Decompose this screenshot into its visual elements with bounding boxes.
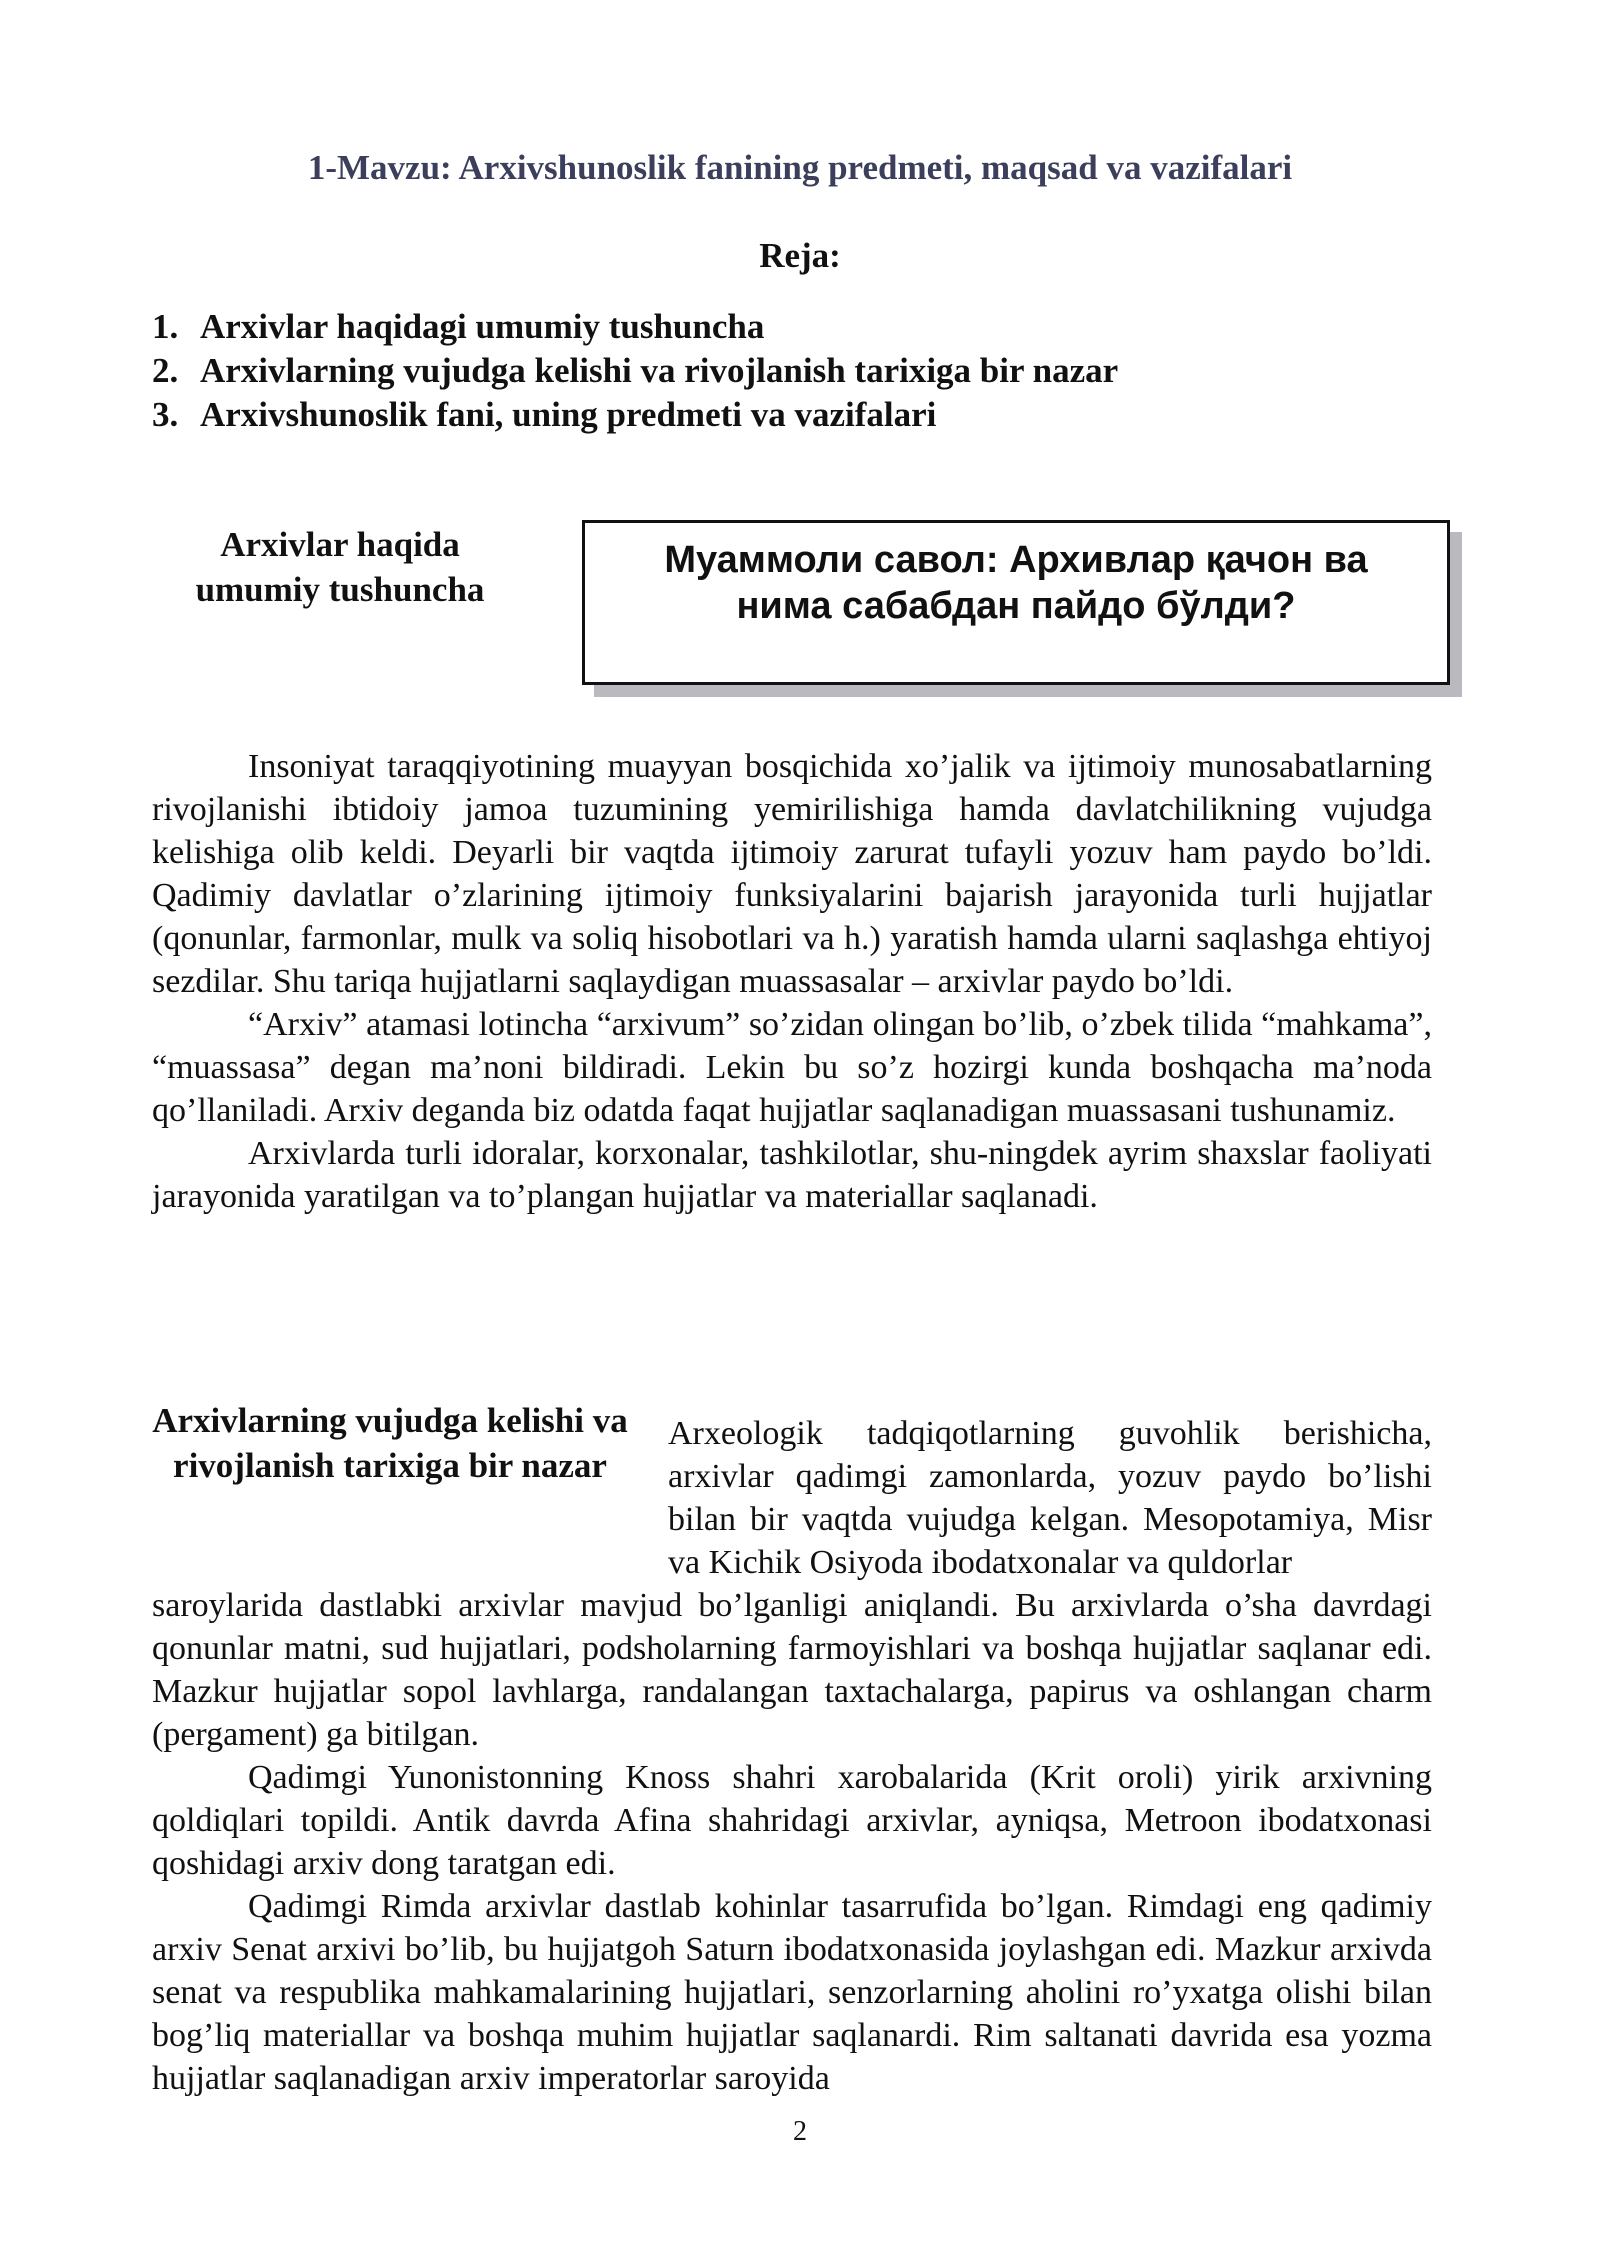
page-number: 2 — [793, 2116, 807, 2147]
plan-item-number: 2. — [152, 351, 179, 390]
problem-question-box — [582, 520, 1450, 685]
plan-item-text: Arxivshunoslik fani, uning predmeti va vazifalari — [200, 395, 937, 434]
paragraph: Insoniyat taraqqiyotining muayyan bosqichida xo’jalik va ijtimoiy munosabatlarning rivojlanishi ibtidoiy jamoa tuzumining yemirilishiga hamda davlatchilikning vujudga kelishiga olib keldi. Deyarli bir vaqtda ijtimoiy zarurat tufayli yozuv ham paydo bo’ldi. Qadimiy davlatlar o’zlarining ijtimoiy funksiyalarini bajarish jarayonida turli hujjatlar (qonunlar, farmonlar, mulk va soliq hisobotlari va h.) yaratish hamda ularni saqlashga ehtiyoj sezdilar. Shu tariqa hujjatlarni saqlaydigan muassasalar – arxivlar paydo bo’ldi. — [152, 748, 1432, 1000]
paragraph: Arxivlarda turli idoralar, korxonalar, tashkilotlar, shu-ningdek ayrim shaxslar faoliyati jarayonida yaratilgan va to’plangan hujjatlar va materiallar saqlanadi. — [152, 1135, 1432, 1215]
plan-item — [152, 393, 1118, 437]
section-2-body — [152, 1584, 1432, 2100]
plan-item — [152, 349, 1118, 393]
plan-item-number: 1. — [152, 307, 179, 346]
plan-item-text: Arxivlarning vujudga kelishi va rivojlanish tarixiga bir nazar — [200, 351, 1119, 390]
paragraph: Qadimgi Yunonistonning Knoss shahri xarobalarida (Krit oroli) yirik arxivning qoldiqlari topildi. Antik davrda Afina shahridagi arxivlar, ayniqsa, Metroon ibodatxonasi qoshidagi arxiv dong taratgan edi. — [152, 1759, 1432, 1882]
section-1-heading: Arxivlar haqida umumiy tushuncha — [195, 525, 485, 609]
problem-question-text: Муаммоли савол: Архивлар қачон ва нима сабабдан пайдо бўлди? — [664, 539, 1368, 627]
section-2-heading: Arxivlarning vujudga kelishi va rivojlanish tarixiga bir nazar — [152, 1401, 628, 1485]
section-2-intro-paragraph: Arxeologik tadqiqotlarning guvohlik berishicha, arxivlar qadimgi zamonlarda, yozuv paydo bo’lishi bilan bir vaqtda vujudga kelgan. Mesopotamiya, Misr va Kichik Osiyoda ibodatxonalar va quldorlar — [668, 1415, 1432, 1581]
plan-heading: Reja: — [759, 236, 841, 275]
paragraph: “Arxiv” atamasi lotincha “arxivum” so’zidan olingan bo’lib, o’zbek tilida “mahkama”, “muassasa” degan ma’noni bildiradi. Lekin bu so’z hozirgi kunda boshqacha ma’noda qo’llaniladi. Arxiv deganda biz odatda faqat hujjatlar saqlanadigan muassasani tushunamiz. — [152, 1006, 1432, 1129]
page-title: 1-Mavzu: Arxivshunoslik fanining predmeti, maqsad va vazifalari — [307, 148, 1293, 187]
section-1-body — [152, 745, 1432, 1218]
plan-item — [152, 305, 1118, 349]
plan-item-text: Arxivlar haqidagi umumiy tushuncha — [200, 307, 765, 346]
paragraph: Qadimgi Rimda arxivlar dastlab kohinlar tasarrufida bo’lgan. Rimdagi eng qadimiy arxiv Senat arxivi bo’lib, bu hujjatgoh Saturn ibodatxonasida joylashgan edi. Mazkur arxivda senat va respublika mahkamalarining hujjatlari, senzorlarning aholini ro’yxatga olishi bilan bog’liq materiallar va boshqa muhim hujjatlar saqlanardi. Rim saltanati davrida esa yozma hujjatlar saqlanadigan arxiv imperatorlar saroyida — [152, 1888, 1432, 2097]
plan-list — [152, 305, 1118, 437]
paragraph-continuation: saroylarida dastlabki arxivlar mavjud bo’lganligi aniqlandi. Bu arxivlarda o’sha davrdagi qonunlar matni, sud hujjatlari, podsholarning farmoyishlari va boshqa hujjatlar saqlanar edi. Mazkur hujjatlar sopol lavhlarga, randalangan taxtachalarga, papirus va oshlangan charm (pergament) ga bitilgan. — [152, 1587, 1432, 1753]
plan-item-number: 3. — [152, 395, 179, 434]
